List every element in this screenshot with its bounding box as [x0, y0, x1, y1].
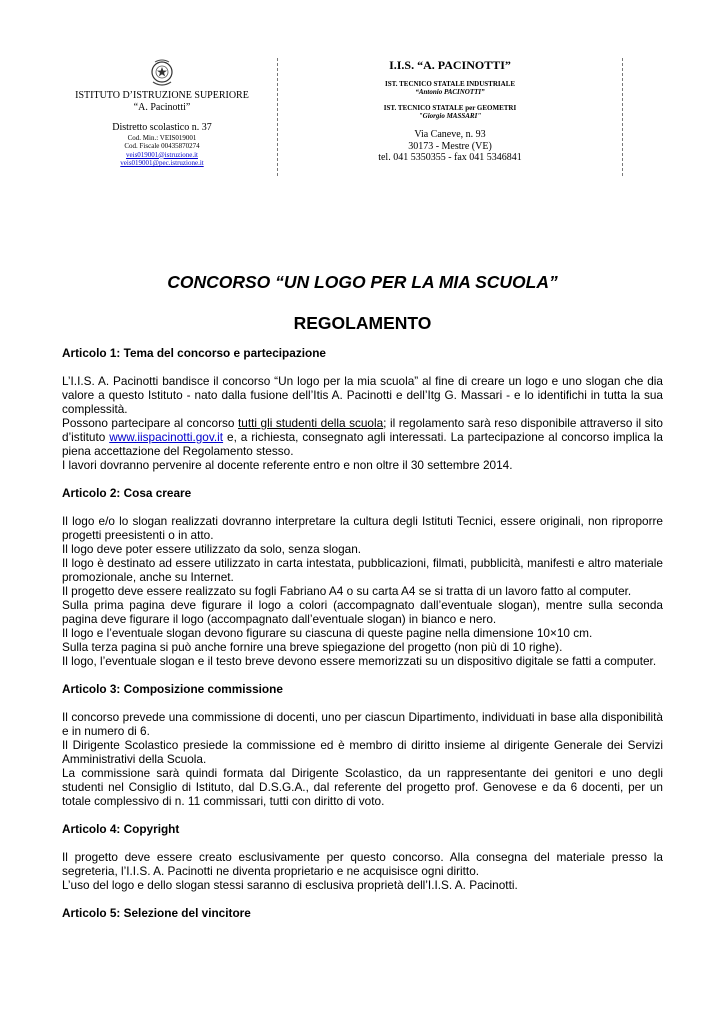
pec-email-link[interactable]: veis019001@pec.istruzione.it	[120, 159, 204, 167]
industrial-institute-name: “Antonio PACINOTTI”	[415, 88, 485, 96]
address-city: 30173 - Mestre (VE)	[408, 140, 492, 152]
article-3-line: Il concorso prevede una commissione di docenti, uno per ciascun Dipartimento, individuati in base alla disponibilità e in numero di 6.	[62, 710, 663, 738]
tax-code: Cod. Fiscale 00435870274	[124, 142, 200, 150]
letterhead-left	[62, 58, 262, 168]
article-2-line: Sulla terza pagina si può anche fornire una breve spiegazione del progetto (non più di 10 righe).	[62, 640, 563, 654]
article-2-line: Il progetto deve essere realizzato su fogli Fabriano A4 o su carta A4 se si tratta di un lavoro fatto al computer.	[62, 584, 632, 598]
article-2-line: Il logo è destinato ad essere utilizzato in carta intestata, pubblicazioni, filmati, pubblicità, manifesti e altro materiale promozionale, anche su Internet.	[62, 556, 663, 584]
email-link[interactable]: veis019001@istruzione.it	[126, 150, 198, 159]
surveyors-institute: IST. TECNICO STATALE per GEOMETRI	[383, 104, 517, 112]
italian-republic-emblem-icon	[149, 58, 175, 88]
article-2-heading: Articolo 2: Cosa creare	[62, 486, 192, 500]
header-divider-right	[622, 58, 623, 176]
phone-fax: tel. 041 5350355 - fax 041 5346841	[378, 152, 522, 163]
school-title: I.I.S. “A. PACINOTTI”	[389, 58, 511, 72]
article-1-paragraph-2: Possono partecipare al concorso tutti gli studenti della scuola; il regolamento sarà reso disponibile attraverso il sito d’istituto www.iispacinotti.gov.it e, a richiesta, consegnato agli interessati. La partecipazione al concorso implica la piena accettazione del Regolamento stesso.	[62, 416, 663, 458]
document-title: CONCORSO “UN LOGO PER LA MIA SCUOLA”	[167, 272, 558, 292]
article-1-paragraph-1: L’I.I.S. A. Pacinotti bandisce il concorso “Un logo per la mia scuola” al fine di creare un logo e uno slogan che dia valore a questo Istituto - nato dalla fusione dell’Itis A. Pacinotti e dell’Itg G. Massari - e lo identifichi in tutta la sua complessità.	[62, 374, 663, 416]
article-1-heading: Articolo 1: Tema del concorso e partecipazione	[62, 346, 326, 360]
article-2-line: Il logo deve poter essere utilizzato da solo, senza slogan.	[62, 542, 362, 556]
ministry-code: Cod. Min.: VEIS019001	[127, 133, 197, 142]
article-5-heading: Articolo 5: Selezione del vincitore	[62, 906, 251, 920]
header-divider-left	[277, 58, 278, 176]
participants-underlined: tutti gli studenti della scuola	[238, 416, 384, 430]
article-4-line: Il progetto deve essere creato esclusivamente per questo concorso. Alla consegna del materiale presso la segreteria, l’I.I.S. A. Pacinotti ne diventa proprietario e ne acquisisce ogni diritto.	[62, 850, 663, 878]
article-2-line: Sulla prima pagina deve figurare il logo a colori (accompagnato dall’eventuale slogan), mentre sulla seconda pagina deve figurare il logo (accompagnato dall’eventuale slogan) in bianco e nero.	[62, 598, 663, 626]
regulation-body	[62, 346, 663, 920]
industrial-institute: IST. TECNICO STATALE INDUSTRIALE	[384, 80, 516, 88]
document-subtitle: REGOLAMENTO	[293, 313, 432, 333]
article-3-line: Il Dirigente Scolastico presiede la commissione ed è membro di diritto insieme al dirigente Generale dei Servizi Amministrativi della Scuola.	[62, 738, 663, 766]
article-4-line: L’uso del logo e dello slogan stessi saranno di esclusiva proprietà dell’I.I.S. A. Pacinotti.	[62, 878, 518, 892]
article-3-line: La commissione sarà quindi formata dal Dirigente Scolastico, da un rappresentante dei genitori e uno degli studenti nel Consiglio di Istituto, dal D.S.G.A., dal referente del progetto prof. Genovese e da 6 docenti, per un totale complessivo di n. 11 commissari, tutti con diritto di voto.	[62, 766, 663, 808]
article-1-paragraph-3: I lavori dovranno pervenire al docente referente entro e non oltre il 30 settembre 2014.	[62, 458, 513, 472]
article-2-line: Il logo e/o lo slogan realizzati dovranno interpretare la cultura degli Istituti Tecnici, essere originali, non riproporre progetti preesistenti o in atto.	[62, 514, 663, 542]
institute-name: “A. Pacinotti”	[133, 101, 191, 113]
school-website-link[interactable]: www.iispacinotti.gov.it	[109, 430, 224, 444]
article-3-heading: Articolo 3: Composizione commissione	[62, 682, 283, 696]
article-4-heading: Articolo 4: Copyright	[62, 822, 180, 836]
address-street: Via Caneve, n. 93	[414, 129, 486, 140]
article-2-line: Il logo e l’eventuale slogan devono figurare su ciascuna di queste pagine nella dimensione 10×10 cm.	[62, 626, 593, 640]
letterhead-right	[280, 58, 620, 164]
institute-type: ISTITUTO D’ISTRUZIONE SUPERIORE	[75, 90, 249, 101]
article-2-line: Il logo, l’eventuale slogan e il testo breve devono essere memorizzati su un dispositivo digitale se fatti a computer.	[62, 654, 657, 668]
surveyors-institute-name: "Giorgio MASSARI"	[418, 112, 482, 120]
school-district: Distretto scolastico n. 37	[112, 122, 212, 133]
